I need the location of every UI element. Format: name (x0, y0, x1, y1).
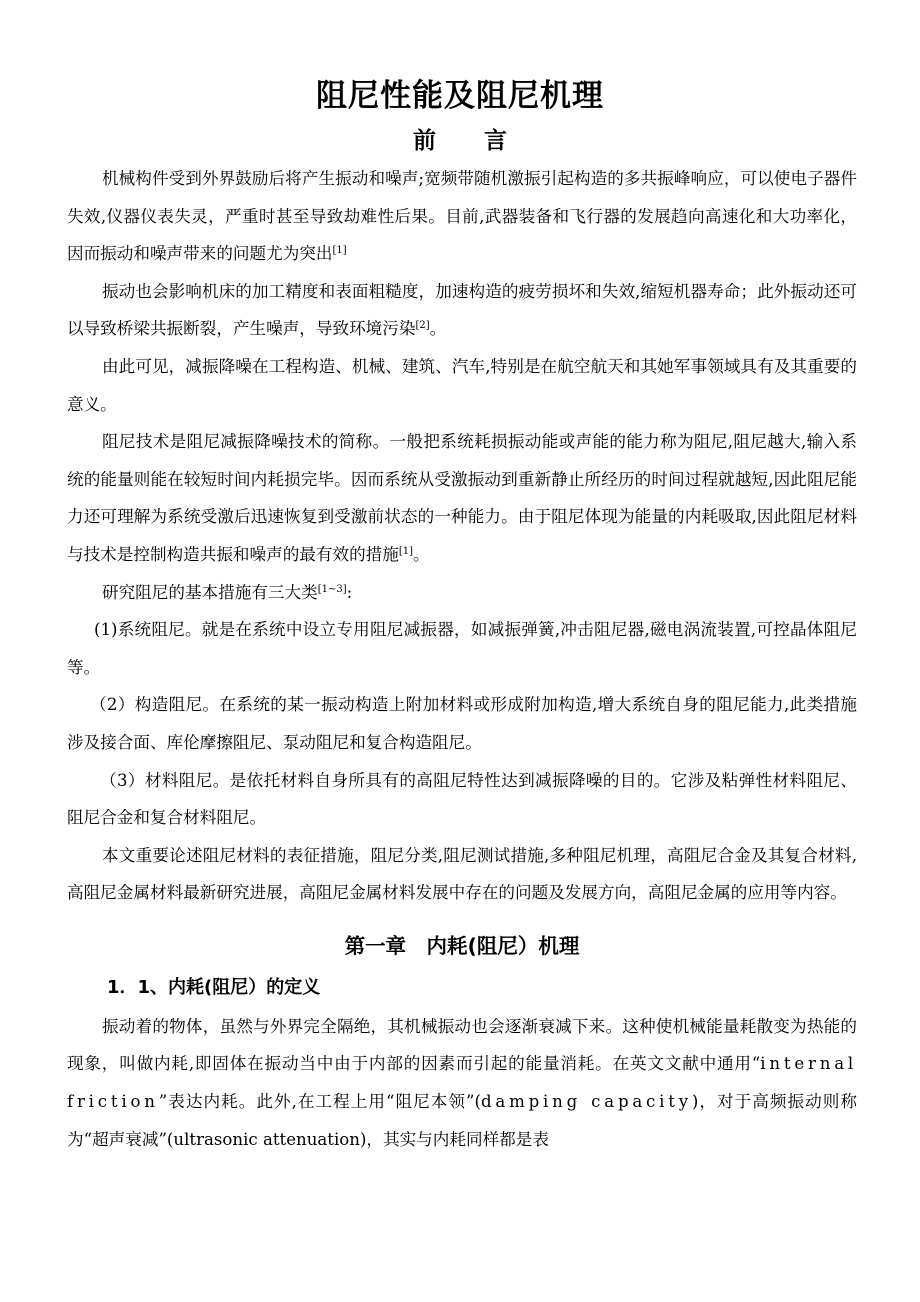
list-item: （3）材料阻尼。是依托材料自身所具有的高阻尼特性达到减振降噪的目的。它涉及粘弹性材料阻尼、阻尼合金和复合材料阻尼。 (67, 770, 857, 828)
paragraph: 振动也会影响机床的加工精度和表面粗糙度，加速构造的疲劳损坏和失效,缩短机器寿命；此外振动还可以导致桥梁共振断裂，产生噪声，导致环境污染[2]。 (67, 281, 857, 339)
paragraph: 由此可见，减振降噪在工程构造、机械、建筑、汽车,特别是在航空航天和其她军事领域具有及其重要的意义。 (67, 356, 857, 414)
document-title: 阻尼性能及阻尼机理 (316, 78, 604, 114)
english-term: ultrasonic attenuation (173, 1129, 360, 1149)
paragraph: 本文重要论述阻尼材料的表征措施，阻尼分类,阻尼测试措施,多种阻尼机理，高阻尼合金及其复合材料,高阻尼金属材料最新研究进展，高阻尼金属材料发展中存在的问题及发展方向，高阻尼金属的应用等内容。 (67, 845, 857, 903)
preface-heading: 前言 (413, 128, 555, 154)
chapter-heading: 第一章 内耗(阻尼）机理 (344, 933, 580, 958)
paragraph: 机械构件受到外界鼓励后将产生振动和噪声;宽频带随机激振引起构造的多共振峰响应，可以使电子器件失效,仪器仪表失灵，严重时甚至导致劫难性后果。目前,武器装备和飞行器的发展趋向高速化和大功率化，因而振动和噪声带来的问题尤为突出[1] (67, 169, 857, 264)
paragraph: 振动着的物体，虽然与外界完全隔绝，其机械振动也会逐渐衰减下来。这种使机械能量耗散变为热能的现象，叫做内耗,即固体在振动当中由于内部的因素而引起的能量消耗。在英文文献中通用“internal friction”表达内耗。此外,在工程上用“阻尼本领”(damping capacity)，对于高频振动则称为“超声衰减”(ultrasonic attenuation)，其实与内耗同样都是表 (67, 1016, 857, 1149)
citation: [1~3] (317, 583, 347, 595)
list-item: （2）构造阻尼。在系统的某一振动构造上附加材料或形成附加构造,增大系统自身的阻尼能力,此类措施涉及接合面、库伦摩擦阻尼、泵动阻尼和复合构造阻尼。 (67, 695, 857, 752)
paragraph: 阻尼技术是阻尼减振降噪技术的简称。一般把系统耗损振动能或声能的能力称为阻尼,阻尼越大,输入系统的能量则能在较短时间内耗损完毕。因而系统从受激振动到重新静止所经历的时间过程就越短,因此阻尼能力还可理解为系统受激后迅速恢复到受激前状态的一种能力。由于阻尼体现为能量的内耗吸取,因此阻尼材料与技术是控制构造共振和噪声的最有效的措施[1]。 (67, 432, 857, 564)
section-heading: 1．1、内耗(阻尼）的定义 (107, 976, 321, 998)
document-body (67, 160, 857, 1158)
citation: [1] (398, 545, 414, 557)
citation: [1] (332, 245, 347, 257)
english-term: internal friction (67, 1054, 857, 1112)
list-item: (1)系统阻尼。就是在系统中设立专用阻尼减振器，如减振弹簧,冲击阻尼器,磁电涡流装置,可控晶体阻尼等。 (67, 620, 857, 677)
paragraph: 研究阻尼的基本措施有三大类[1~3]: (102, 582, 353, 602)
citation: [2] (415, 320, 430, 332)
english-term: damping capacity (480, 1092, 692, 1112)
